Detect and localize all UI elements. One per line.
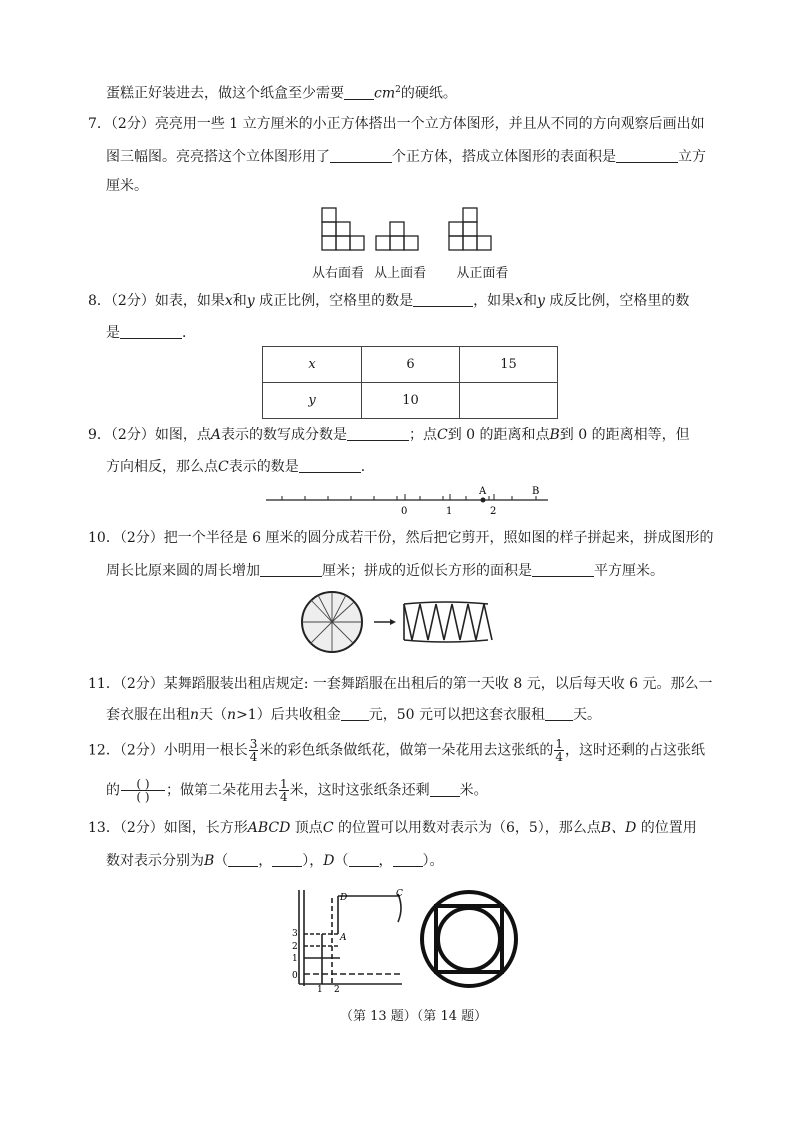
table-row	[263, 383, 558, 419]
q10-text: （2分）把一个半径是 6 厘米的圆分成若干份，然后把它剪开，照如图的样子拼起来，拼成图形的	[119, 530, 714, 546]
q10-circle-figure	[296, 590, 516, 654]
q8-text4: 成反比例，空格里的数	[544, 293, 690, 309]
q11-text5: 元，50 元可以把这套衣服租	[368, 707, 545, 723]
q8-var-y: y	[246, 293, 255, 309]
q8-text3: ，如果	[473, 293, 516, 309]
q8-blank-2	[120, 322, 182, 339]
q13-point-b: B	[204, 853, 215, 869]
grid-label-y0: 0	[292, 971, 298, 981]
table-cell: y	[263, 383, 362, 419]
q8-text5: 是	[106, 325, 120, 341]
grid-label-a: A	[340, 933, 347, 943]
q8-table	[262, 346, 558, 419]
grid-label-y3: 3	[292, 929, 298, 939]
grid-label-c: C	[396, 889, 403, 899]
q14-circle-square-figure	[420, 888, 520, 992]
q10-line2	[106, 560, 664, 581]
q9-line2	[106, 456, 375, 477]
q7-text: （2分）亮亮用一些 1 立方厘米的小正方体搭出一个立方体图形，并且从不同的方向观察后画出如	[110, 116, 705, 132]
q12-text6: 米，这时这张纸条还剩	[289, 782, 430, 799]
q13-point-c: C	[322, 820, 334, 836]
q13-comma2: ，	[378, 853, 393, 869]
view-label-front: 从正面看	[456, 266, 509, 281]
q13-blank-d2	[393, 850, 423, 867]
q10-blank-1	[260, 560, 322, 577]
q13-grid-figure	[290, 888, 410, 995]
q7-view-labels	[312, 262, 508, 281]
q7-text3: 个正方体，搭成立体图形的表面积是	[392, 149, 616, 165]
q12-text4: 的	[106, 782, 120, 799]
q13-line1	[88, 818, 697, 838]
q9-text2: 表示的数写成分数是	[220, 427, 347, 443]
q12-text5: ；做第二朵花用去	[166, 782, 278, 799]
q11-var-n: n	[190, 707, 200, 723]
q10-line1	[88, 528, 714, 548]
q7-blank-2	[616, 146, 678, 163]
q11-line1	[88, 674, 713, 694]
q13-number: 13．	[88, 820, 120, 836]
nl-label-2: 2	[490, 506, 497, 517]
q8-text6: ．	[182, 325, 196, 341]
q9-point-b: B	[549, 427, 560, 443]
q10-number: 10．	[88, 530, 120, 546]
q9-text8: ．	[360, 459, 375, 475]
q6-unit: cm	[374, 85, 396, 102]
table-cell: 15	[460, 347, 558, 383]
q12-text: （2分）小明用一根长	[119, 742, 248, 759]
q9-blank-2	[299, 456, 361, 473]
q9-point-c: C	[436, 427, 448, 443]
q9-point-a: A	[210, 427, 221, 443]
table-cell	[460, 383, 558, 419]
frac-den: 4	[555, 750, 564, 764]
q8-number: 8．	[88, 293, 111, 309]
q12-line1	[88, 738, 705, 763]
q13-comma: ，	[258, 853, 273, 869]
q9-number-line	[264, 486, 554, 516]
q12-fraction-2	[554, 738, 564, 763]
q6-text: 蛋糕正好装进去，做这个纸盒至少需要	[106, 85, 344, 102]
q8-line1	[88, 290, 689, 311]
q11-text: （2分）某舞蹈服装出租店规定: 一套舞蹈服在出租后的第一天收 8 元，以后每天收 6 元。那么一	[119, 676, 713, 692]
q8-text: （2分）如表，如果	[110, 293, 225, 309]
q9-text6: 方向相反，那么点	[106, 459, 218, 475]
q11-var-n2: n	[227, 707, 237, 723]
q13-text4: 的位置用	[636, 820, 697, 836]
grid-label-x2: 2	[334, 985, 340, 995]
table-row	[263, 347, 558, 383]
q12-text7: 米。	[459, 782, 488, 799]
q11-number: 11．	[88, 676, 120, 692]
rearranged-strip	[404, 602, 492, 642]
q9-line1	[88, 424, 690, 445]
q7-views-figure	[320, 206, 500, 254]
q12-line2	[106, 778, 488, 803]
q8-text2: 成正比例，空格里的数是	[254, 293, 414, 309]
q9-text5: 到 0 的距离相等，但	[559, 427, 690, 443]
q6-blank	[344, 83, 374, 100]
table-cell: x	[263, 347, 362, 383]
q13-blank-d1	[349, 850, 379, 867]
grid-label-y2: 2	[292, 942, 298, 952]
q6-unit-power: 2	[395, 85, 401, 95]
q10-blank-2	[532, 560, 594, 577]
q7-text2: 图三幅图。亮亮搭这个立体图形用了	[106, 149, 330, 165]
view-top	[376, 222, 418, 250]
q9-blank-1	[347, 424, 409, 441]
q13-blank-b1	[228, 850, 258, 867]
q13-text8: （	[334, 853, 349, 869]
q7-line1	[88, 114, 705, 134]
q8-and: 和	[232, 293, 247, 309]
q7-line3: 厘米。	[106, 178, 148, 194]
q7-blank-1	[330, 146, 392, 163]
nl-label-1: 1	[446, 506, 453, 517]
table-cell: 6	[362, 347, 460, 383]
frac-num: ( )	[121, 778, 165, 791]
view-right	[322, 208, 364, 250]
q8-var-x: x	[224, 293, 233, 309]
q10-text3: 厘米；拼成的近似长方形的面积是	[322, 563, 532, 579]
q13-text7: ），	[302, 853, 324, 869]
q11-line2	[106, 704, 601, 725]
q13-text3: 的位置可以用数对表示为（6，5），那么点	[333, 820, 601, 836]
q13-text6: （	[214, 853, 229, 869]
q9-text3: ；点	[408, 427, 437, 443]
table-cell: 10	[362, 383, 460, 419]
q11-text3: 天（	[199, 707, 228, 723]
q8-var-x2: x	[515, 293, 524, 309]
q9-text4: 到 0 的距离和点	[447, 427, 550, 443]
q11-text6: 天。	[572, 707, 601, 723]
nl-label-a: A	[479, 486, 487, 497]
q9-text7: 表示的数是	[228, 459, 299, 475]
q8-and2: 和	[523, 293, 538, 309]
q13-point-d: D	[323, 853, 335, 869]
q8-blank-1	[413, 290, 473, 307]
q7-number: 7．	[88, 116, 111, 132]
grid-label-d: D	[340, 893, 348, 903]
q13-points-bd: B、D	[600, 820, 637, 836]
q7-text4: 立方	[678, 149, 706, 165]
view-label-right: 从右面看	[312, 266, 365, 281]
q13-text2: 顶点	[290, 820, 323, 836]
q13-text: （2分）如图，长方形	[119, 820, 248, 836]
figure-caption: （第 13 题）（第 14 题）	[340, 1009, 488, 1024]
q10-text4: 平方厘米。	[594, 563, 664, 579]
nl-label-0: 0	[401, 506, 408, 517]
frac-num: 1	[555, 737, 564, 751]
q13-rect-name: ABCD	[247, 820, 291, 836]
q9-text: （2分）如图，点	[110, 427, 211, 443]
q9-point-c2: C	[218, 459, 229, 475]
q11-text4: >1）后共收租金	[236, 707, 341, 723]
q9-number: 9．	[88, 427, 111, 443]
frac-den: 4	[280, 790, 288, 804]
q11-blank-1	[341, 704, 369, 721]
q13-text9: ）。	[422, 853, 444, 869]
grid-label-x1: 1	[317, 985, 323, 995]
nl-label-b: B	[532, 486, 540, 497]
q13-blank-b2	[272, 850, 302, 867]
view-label-top: 从上面看	[374, 266, 427, 281]
q13-text5: 数对表示分别为	[106, 853, 204, 869]
frac-num: 3	[249, 737, 258, 751]
q6-text-end: 的硬纸。	[400, 85, 457, 102]
q11-blank-2	[545, 704, 573, 721]
frac-den: 4	[249, 750, 258, 764]
point-a-dot	[481, 498, 486, 503]
view-front	[449, 208, 491, 250]
q13-line2	[106, 850, 444, 871]
q12-fraction-3	[279, 778, 289, 803]
q12-text2: 米的彩色纸条做纸花，做第一朵花用去这张纸的	[259, 742, 554, 759]
grid-label-y1: 1	[292, 954, 298, 964]
q11-text2: 套衣服在出租	[106, 707, 190, 723]
q8-line2	[106, 322, 196, 343]
q12-paren-fraction	[121, 778, 165, 803]
q6-line	[106, 80, 457, 104]
frac-den: ( )	[136, 790, 150, 804]
q10-text2: 周长比原来圆的周长增加	[106, 563, 260, 579]
q12-blank	[430, 780, 460, 797]
frac-num: 1	[280, 777, 288, 791]
q12-text3: ，这时还剩的占这张纸	[565, 742, 706, 759]
q7-line2	[106, 146, 706, 167]
q12-number: 12．	[88, 742, 120, 759]
q12-fraction-1	[249, 738, 259, 763]
q8-var-y2: y	[537, 293, 545, 309]
